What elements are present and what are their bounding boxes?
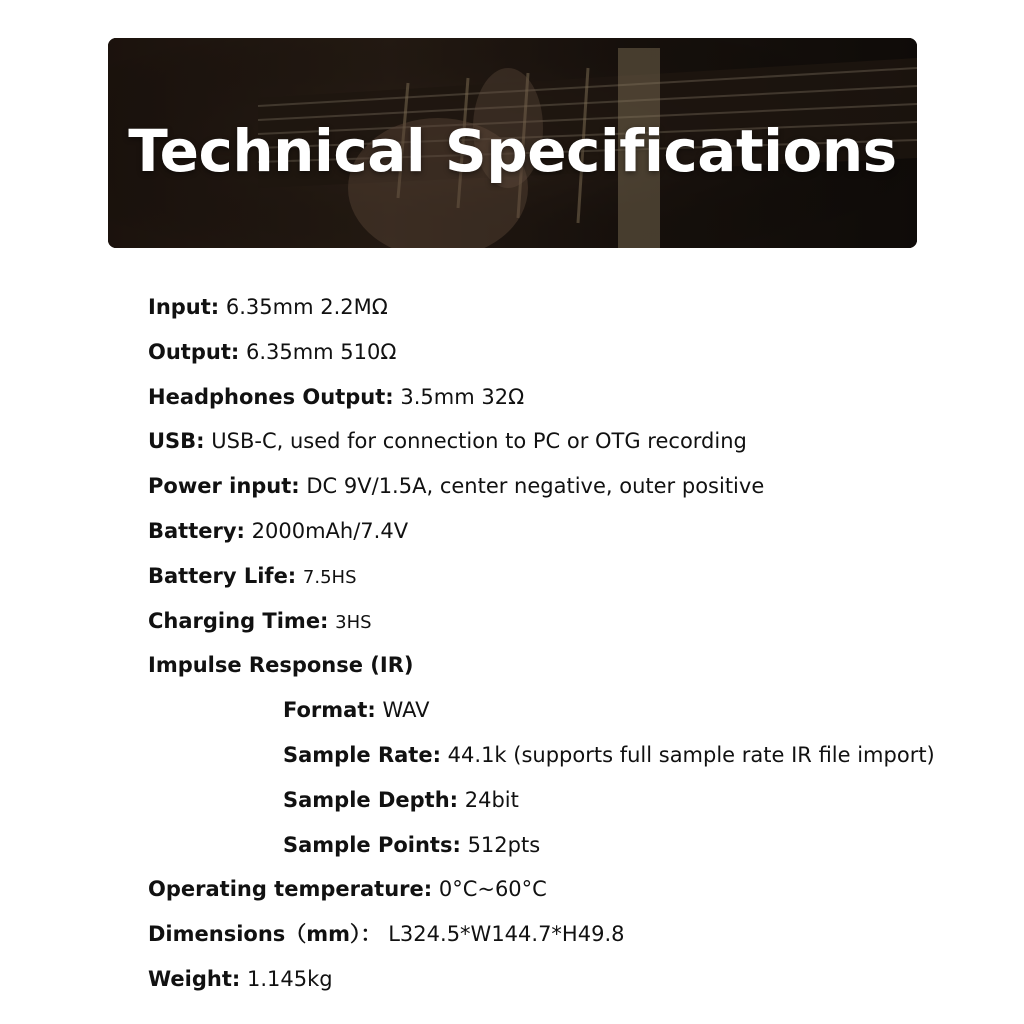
spec-row-power-input [148,464,764,508]
spec-row-format [283,688,429,732]
spec-label: USB: [148,429,205,453]
spec-label: Output: [148,340,240,364]
spec-value: 6.35mm 2.2MΩ [225,295,388,319]
spec-row-battery [148,509,408,553]
spec-value: USB-C, used for connection to PC or OTG recording [211,429,747,453]
spec-value: 7.5HS [302,567,357,588]
spec-row-operating-temperature [148,867,547,911]
spec-row-output [148,330,396,374]
spec-row-sample-points [283,823,540,867]
spec-value: 3.5mm 32Ω [400,385,525,409]
spec-row-sample-depth [283,778,519,822]
spec-row-dimensions [148,912,624,956]
spec-value: 44.1k (supports full sample rate IR file import) [447,743,935,767]
spec-row-charging-time [148,599,372,643]
spec-label: Power input: [148,474,300,498]
spec-value: 1.145kg [246,967,333,991]
spec-label: Format: [283,698,376,722]
spec-row-sample-rate [283,733,935,777]
spec-value: L324.5*W144.7*H49.8 [388,922,625,946]
spec-label: Sample Depth: [283,788,459,812]
spec-label: Sample Points: [283,833,461,857]
page-title: Technical Specifications [128,117,897,185]
spec-row-battery-life [148,554,357,598]
spec-label: Sample Rate: [283,743,441,767]
spec-value: 2000mAh/7.4V [251,519,409,543]
spec-value: 512pts [467,833,541,857]
spec-section-label: Impulse Response (IR) [148,653,414,677]
spec-value: 24bit [464,788,519,812]
spec-row-input [148,285,388,329]
spec-value: 6.35mm 510Ω [245,340,397,364]
spec-value: 3HS [335,612,372,633]
spec-row-impulse-response [148,643,413,687]
spec-row-weight [148,957,333,1001]
spec-value: WAV [382,698,430,722]
spec-label: Headphones Output: [148,385,394,409]
header-banner [108,38,917,248]
spec-label: Charging Time: [148,609,329,633]
spec-value: DC 9V/1.5A, center negative, outer positive [306,474,765,498]
spec-row-usb [148,419,747,463]
spec-label: Battery: [148,519,245,543]
spec-label: Battery Life: [148,564,297,588]
spec-label: Dimensions（mm）： [148,922,382,946]
spec-row-headphones-output [148,375,524,419]
spec-value: 0°C~60°C [438,877,547,901]
spec-label: Operating temperature: [148,877,433,901]
spec-label: Weight: [148,967,241,991]
spec-label: Input: [148,295,220,319]
